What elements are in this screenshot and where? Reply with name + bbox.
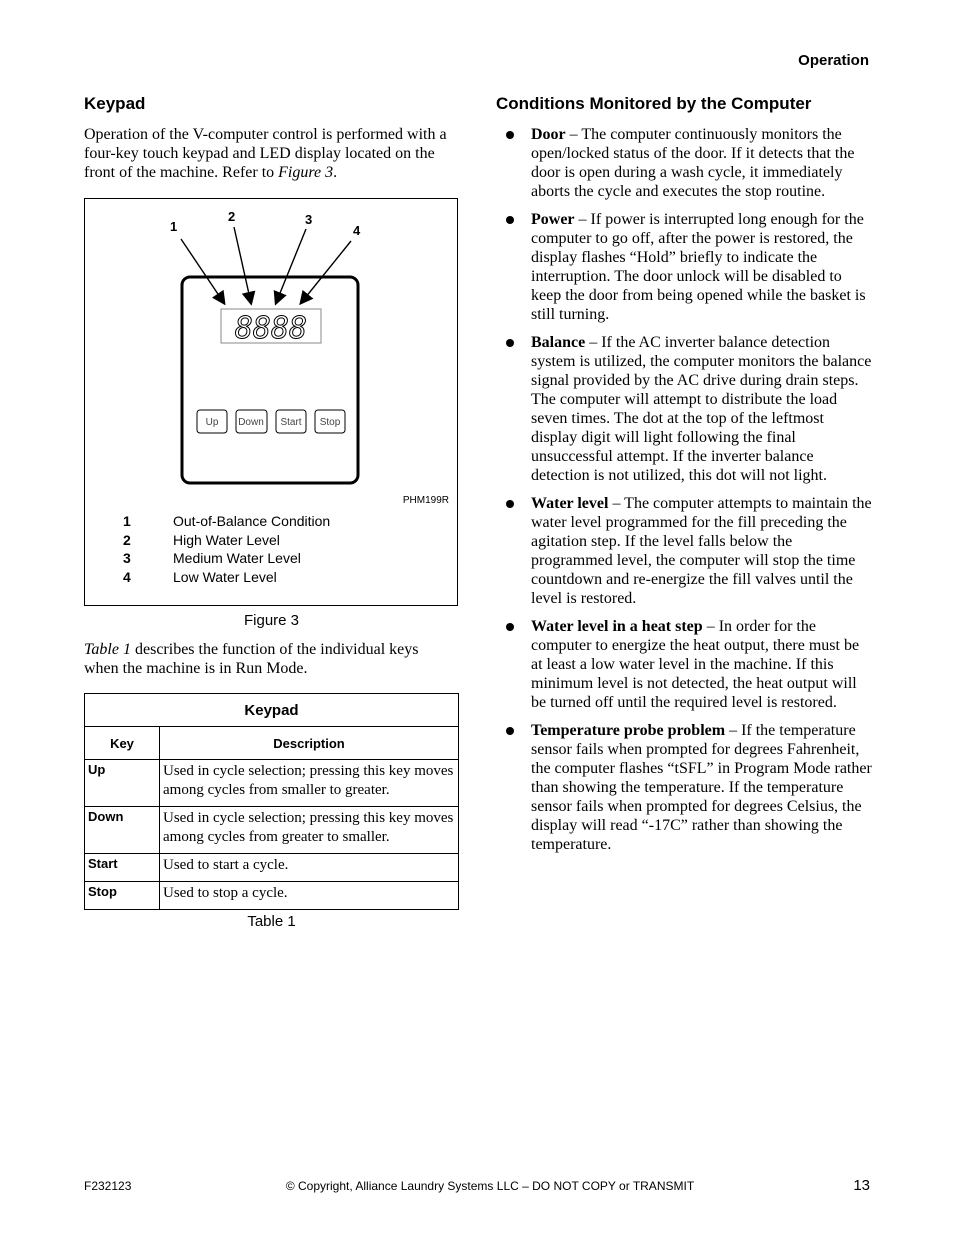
legend-text: Low Water Level: [173, 569, 277, 585]
legend-number: 3: [123, 550, 131, 566]
legend-number: 4: [123, 569, 131, 585]
keypad-intro-text: Operation of the V-computer control is performed with a four-key touch keypad and LED display located on the front of the machine. Refer to: [84, 126, 447, 181]
legend-number: 2: [123, 532, 131, 548]
table-caption: Table 1: [247, 913, 296, 930]
legend-item: [123, 549, 301, 567]
page-number: 13: [853, 1177, 870, 1194]
list-item: [496, 617, 872, 712]
key-stop[interactable]: [315, 410, 345, 433]
cell-key: Stop: [85, 882, 160, 910]
control-panel: [182, 277, 358, 483]
cell-key: Down: [85, 807, 160, 854]
condition-term: Temperature probe problem: [531, 722, 726, 739]
cell-description: Used in cycle selection; pressing this key moves among cycles from smaller to greater.: [160, 760, 459, 807]
keypad-table-wrap: [84, 693, 459, 910]
keypad-intro: [84, 125, 459, 182]
figure-reference[interactable]: Figure 3: [278, 164, 334, 181]
column-header-description: Description: [160, 727, 459, 760]
condition-term: Water level: [531, 495, 609, 512]
table-row: [85, 854, 459, 882]
bullet-icon: [506, 339, 514, 347]
callout-2: 2: [228, 209, 236, 224]
figure-caption: Figure 3: [243, 612, 300, 629]
legend-text: Out-of-Balance Condition: [173, 513, 331, 529]
list-item: [496, 125, 872, 201]
list-item: [496, 494, 872, 608]
key-up[interactable]: [197, 410, 227, 433]
left-column: [84, 93, 459, 182]
list-item: [496, 721, 872, 854]
condition-text: – The computer attempts to maintain the water level programmed for the fill preceding the agitation step. If the level falls below the programmed level, the computer will stop the time countdown and re-energize the fill valves until the level is restored.: [531, 495, 872, 607]
condition-text: – If the temperature sensor fails when prompted for degrees Fahrenheit, the computer flashes “tSFL” in Program Mode rather than showing the temperature. If the temperature sensor fails when prompted for degrees Celsius, the display will read “-17C” rather than showing the temperature.: [531, 722, 872, 853]
callout-1: 1: [170, 219, 178, 234]
conditions-list: [496, 125, 872, 854]
legend-item: [123, 568, 277, 586]
legend-item: [123, 512, 330, 530]
condition-term: Door: [531, 126, 566, 143]
cell-description: Used to stop a cycle.: [160, 882, 459, 910]
keypad-intro-end: .: [333, 164, 338, 181]
footer-doc-number: F232123: [84, 1179, 132, 1193]
condition-text: – In order for the computer to energize the heat output, there must be at least a low water level in the machine. If this minimum level is not detected, the heat output will be turned off until the required level is restored.: [531, 618, 860, 711]
running-head: Operation: [798, 52, 869, 69]
footer-copyright: © Copyright, Alliance Laundry Systems LLC – DO NOT COPY or TRANSMIT: [285, 1179, 695, 1193]
condition-term: Water level in a heat step: [531, 618, 703, 635]
display-digits: 8888: [234, 311, 308, 346]
legend-text: High Water Level: [173, 532, 280, 548]
callout-3: 3: [305, 212, 313, 227]
list-item: [496, 333, 872, 485]
key-up-label: Up: [205, 417, 219, 428]
legend-text: Medium Water Level: [173, 550, 301, 566]
bullet-icon: [506, 500, 514, 508]
cell-description: Used to start a cycle.: [160, 854, 459, 882]
condition-text: – If power is interrupted long enough for the computer to go off, after the power is restored, the display flashes “Hold” briefly to indicate the interruption. The door unlock will be disabled to keep the door from being opened while the basket is still turning.: [531, 211, 866, 323]
key-down-label: Down: [238, 417, 264, 428]
bullet-icon: [506, 623, 514, 631]
table-row: [85, 760, 459, 807]
table-reference[interactable]: Table 1: [84, 641, 131, 658]
table-row: [85, 807, 459, 854]
figure-3-box: [84, 198, 458, 606]
keypad-heading: Keypad: [84, 94, 146, 113]
key-stop-label: Stop: [319, 417, 341, 428]
control-panel-illustration: [85, 199, 457, 499]
condition-term: Balance: [531, 334, 586, 351]
keypad-table: [84, 693, 459, 910]
cell-key: Start: [85, 854, 160, 882]
bullet-icon: [506, 727, 514, 735]
key-start[interactable]: [276, 410, 306, 433]
column-header-key: Key: [85, 727, 160, 760]
key-down[interactable]: [236, 410, 267, 433]
bullet-icon: [506, 216, 514, 224]
cell-key: Up: [85, 760, 160, 807]
list-item: [496, 210, 872, 324]
figure-code: PHM199R: [402, 495, 449, 506]
cell-description: Used in cycle selection; pressing this key moves among cycles from greater to smaller.: [160, 807, 459, 854]
table-row: [85, 882, 459, 910]
condition-text: – The computer continuously monitors the open/locked status of the door. If it detects that the door is open during a wash cycle, it immediately aborts the cycle and executes the stop routine.: [531, 126, 855, 200]
key-start-label: Start: [280, 417, 302, 428]
condition-text: – If the AC inverter balance detection system is utilized, the computer monitors the balance signal provided by the AC drive during drain steps. The computer will attempt to distribute the load seven times. The dot at the top of the leftmost display digit will light following the final unsuccessful attempt. If the inverter balance detection is not utilized, this dot will not light.: [531, 334, 872, 484]
legend-number: 1: [123, 513, 131, 529]
conditions-heading: Conditions Monitored by the Computer: [496, 94, 812, 113]
condition-term: Power: [531, 211, 575, 228]
right-column: [496, 93, 872, 863]
callout-4: 4: [353, 223, 361, 238]
legend-item: [123, 531, 280, 549]
table-title: Keypad: [85, 694, 459, 727]
table-intro-text: describes the function of the individual keys when the machine is in Run Mode.: [84, 641, 419, 677]
table-intro: [84, 640, 456, 678]
bullet-icon: [506, 131, 514, 139]
